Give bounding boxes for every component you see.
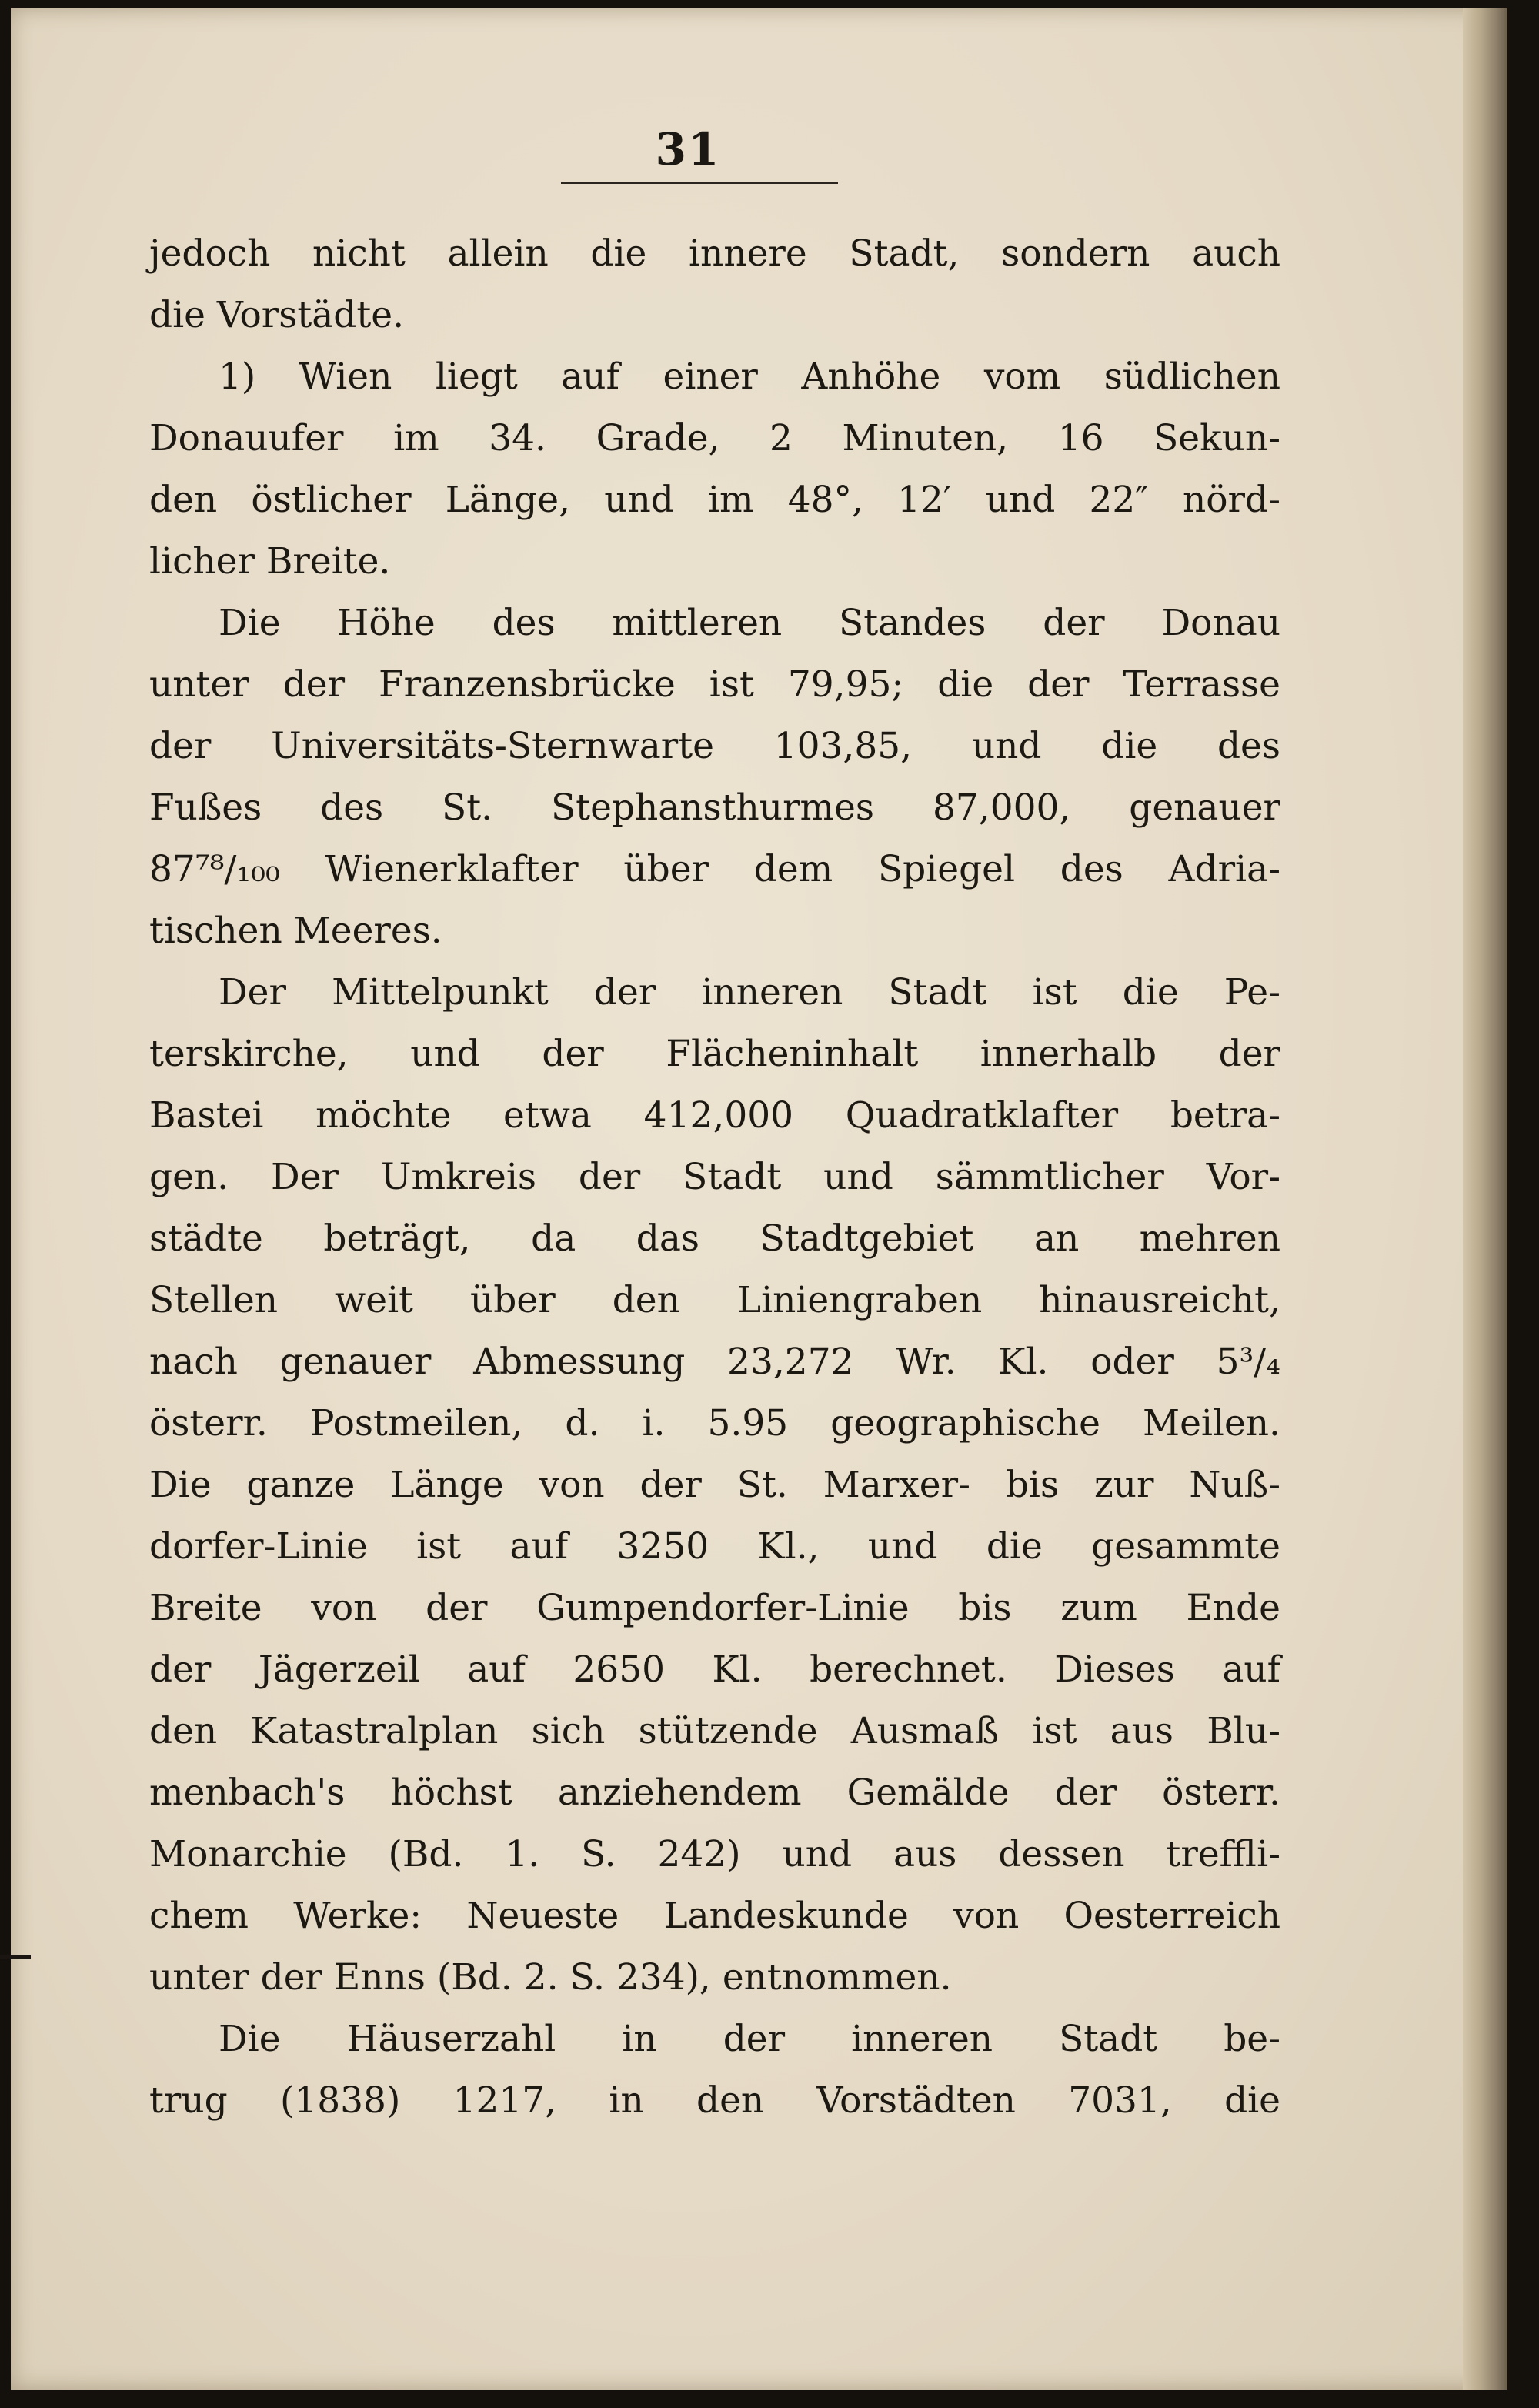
text-line: der Jägerzeil auf 2650 Kl. berechnet. Dieses auf bbox=[149, 1648, 1280, 1691]
text-line: 1) Wien liegt auf einer Anhöhe vom südlichen bbox=[219, 356, 1280, 398]
text-line: den östlicher Länge, und im 48°, 12′ und 22″ nörd- bbox=[149, 479, 1280, 521]
text-line: jedoch nicht allein die innere Stadt, sondern auch bbox=[149, 232, 1280, 275]
text-line: Fußes des St. Stephansthurmes 87,000, genauer bbox=[149, 787, 1280, 829]
page-number: 31 bbox=[655, 123, 721, 175]
text-line: terskirche, und der Flächeninhalt innerhalb der bbox=[149, 1033, 1280, 1075]
text-line: Der Mittelpunkt der inneren Stadt ist die Pe- bbox=[219, 971, 1280, 1014]
text-line: städte beträgt, da das Stadtgebiet an mehren bbox=[149, 1217, 1280, 1260]
text-line: menbach's höchst anziehendem Gemälde der österr. bbox=[149, 1772, 1280, 1814]
margin-marker bbox=[0, 1955, 31, 1959]
text-line: den Katastralplan sich stützende Ausmaß ist aus Blu- bbox=[149, 1710, 1280, 1752]
text-line: Breite von der Gumpendorfer-Linie bis zum Ende bbox=[149, 1587, 1280, 1629]
text-line: licher Breite. bbox=[149, 540, 391, 583]
text-line: Stellen weit über den Liniengraben hinausreicht, bbox=[149, 1279, 1280, 1321]
text-line: nach genauer Abmessung 23,272 Wr. Kl. oder 5³/₄ bbox=[149, 1341, 1280, 1383]
header-rule bbox=[561, 182, 838, 184]
text-line: die Vorstädte. bbox=[149, 294, 405, 336]
text-line: unter der Franzensbrücke ist 79,95; die der Terrasse bbox=[149, 663, 1280, 706]
text-line: österr. Postmeilen, d. i. 5.95 geographische Meilen. bbox=[149, 1402, 1280, 1444]
text-line: dorfer-Linie ist auf 3250 Kl., und die gesammte bbox=[149, 1525, 1280, 1568]
text-line: gen. Der Umkreis der Stadt und sämmtlicher Vor- bbox=[149, 1156, 1280, 1198]
page-edge bbox=[1463, 8, 1507, 2390]
text-line: Donauufer im 34. Grade, 2 Minuten, 16 Sekun- bbox=[149, 417, 1280, 459]
text-line: Die Höhe des mittleren Standes der Donau bbox=[219, 602, 1280, 644]
text-line: 87⁷⁸/₁₀₀ Wienerklafter über dem Spiegel des Adria- bbox=[149, 848, 1280, 890]
text-line: der Universitäts-Sternwarte 103,85, und die des bbox=[149, 725, 1280, 767]
text-line: Die Häuserzahl in der inneren Stadt be- bbox=[219, 2018, 1280, 2060]
book-page bbox=[11, 8, 1507, 2390]
text-line: unter der Enns (Bd. 2. S. 234), entnommen. bbox=[149, 1956, 952, 1999]
text-line: chem Werke: Neueste Landeskunde von Oesterreich bbox=[149, 1895, 1280, 1937]
text-line: Die ganze Länge von der St. Marxer- bis zur Nuß- bbox=[149, 1464, 1280, 1506]
text-line: Bastei möchte etwa 412,000 Quadratklafter betra- bbox=[149, 1094, 1280, 1137]
body-text bbox=[149, 223, 1280, 2132]
text-line: tischen Meeres. bbox=[149, 910, 442, 952]
text-line: trug (1838) 1217, in den Vorstädten 7031, die bbox=[149, 2079, 1280, 2122]
text-line: Monarchie (Bd. 1. S. 242) und aus dessen treffli- bbox=[149, 1833, 1280, 1875]
